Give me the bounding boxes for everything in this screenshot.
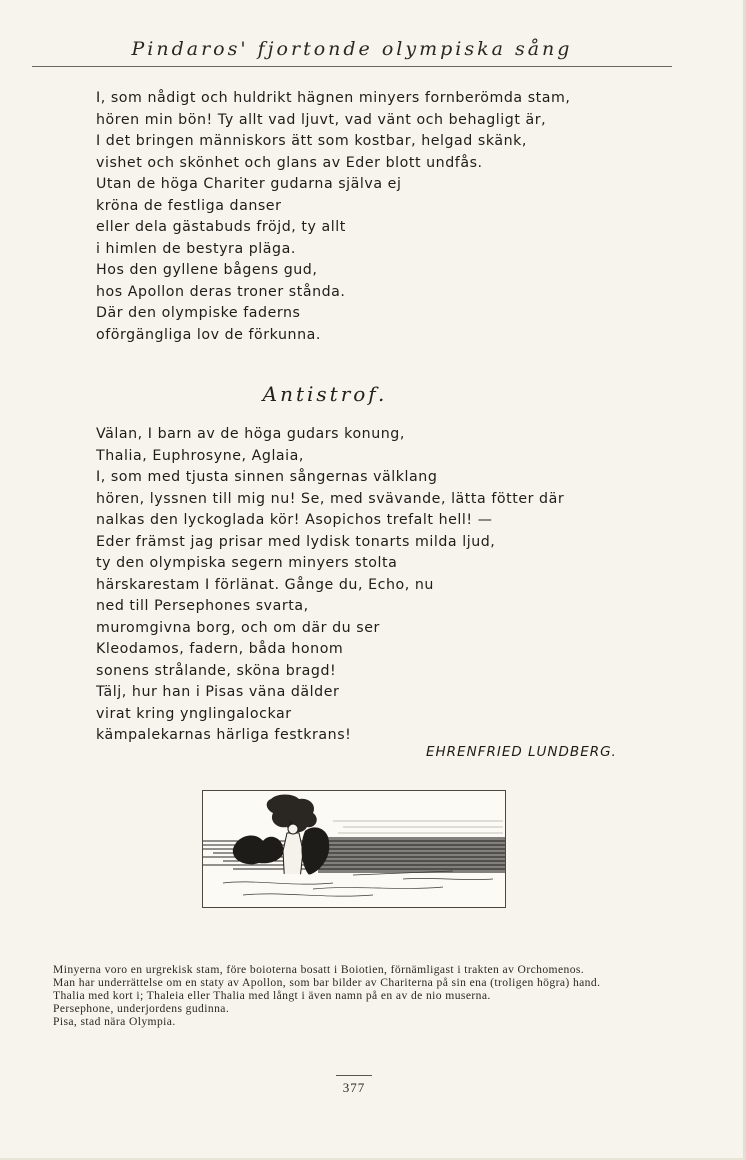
verse-line: Tälj, hur han i Pisas väna dälder — [96, 684, 340, 700]
verse-line: Där den olympiske faderns — [96, 305, 301, 321]
verse-line: I det bringen människors ätt som kostbar, helgad skänk, — [96, 133, 527, 149]
verse-line: Välan, I barn av de höga gudars konung, — [96, 426, 405, 442]
verse-line: hos Apollon deras troner stånda. — [96, 283, 346, 300]
verse-line: härskarestam I förlänat. Gånge du, Echo, nu — [96, 576, 434, 593]
verse-line: Thalia, Euphrosyne, Aglaia, — [96, 447, 304, 464]
footnotes — [33, 963, 679, 1028]
verse-line: ned till Persephones svarta, — [96, 598, 309, 614]
footnote: Persephone, underjordens gudinna. — [53, 1002, 230, 1015]
verse-line: Utan de höga Chariter gudarna själva ej — [96, 176, 402, 192]
footnote: Thalia med kort i; Thaleia eller Thalia med långt i även namn på en av de nio muserna. — [53, 989, 491, 1002]
page-number-rule — [336, 1075, 372, 1076]
running-head: Pindaros' fjortonde olympiska sång — [131, 38, 573, 60]
vignette-illustration — [202, 790, 506, 908]
verse-line: oförgängliga lov de förkunna. — [96, 326, 321, 343]
author-signature: EHRENFRIED LUNDBERG. — [426, 744, 617, 760]
verse-line: kämpalekarnas härliga festkrans! — [96, 727, 352, 743]
verse-line: Kleodamos, fadern, båda honom — [96, 641, 344, 657]
header-rule — [32, 66, 672, 67]
verse-line: sonens strålande, sköna bragd! — [96, 662, 337, 679]
verse-line: I, som nådigt och huldrikt hägnen minyers fornberömda stam, — [96, 90, 571, 106]
verse-line: Eder främst jag prisar med lydisk tonarts milda ljud, — [96, 533, 496, 550]
page-number: 377 — [342, 1080, 366, 1095]
verse-line: hören min bön! Ty allt vad ljuvt, vad vänt och behagligt är, — [96, 111, 547, 128]
verse-line: I, som med tjusta sinnen sångernas välklang — [96, 469, 438, 485]
antistrophe — [96, 424, 656, 747]
section-title: Antistrof. — [262, 382, 388, 406]
verse-line: kröna de festliga danser — [96, 197, 282, 214]
strophe — [96, 88, 656, 346]
verse-line: nalkas den lyckoglada kör! Asopichos trefalt hell! — — [96, 512, 493, 528]
verse-line: virat kring ynglingalockar — [96, 705, 292, 722]
verse-line: vishet och skönhet och glans av Eder blott undfås. — [96, 154, 483, 171]
verse-line: eller dela gästabuds fröjd, ty allt — [96, 219, 346, 235]
verse-line: ty den olympiska segern minyers stolta — [96, 555, 398, 571]
footnote: Man har underrättelse om en staty av Apollon, som bar bilder av Chariterna på sin ena (troligen högra) hand. — [53, 976, 601, 989]
verse-line: muromgivna borg, och om där du ser — [96, 619, 380, 636]
seascape-drawing — [203, 791, 505, 907]
footnote: Pisa, stad nära Olympia. — [53, 1015, 176, 1028]
verse-line: i himlen de bestyra pläga. — [96, 240, 296, 257]
verse-line: hören, lyssnen till mig nu! Se, med svävande, lätta fötter där — [96, 490, 565, 507]
verse-line: Hos den gyllene bågens gud, — [96, 262, 318, 278]
footnote: Minyerna voro en urgrekisk stam, före boioterna bosatt i Boiotien, förnämligast i trakten av Orchomenos. — [53, 963, 585, 976]
